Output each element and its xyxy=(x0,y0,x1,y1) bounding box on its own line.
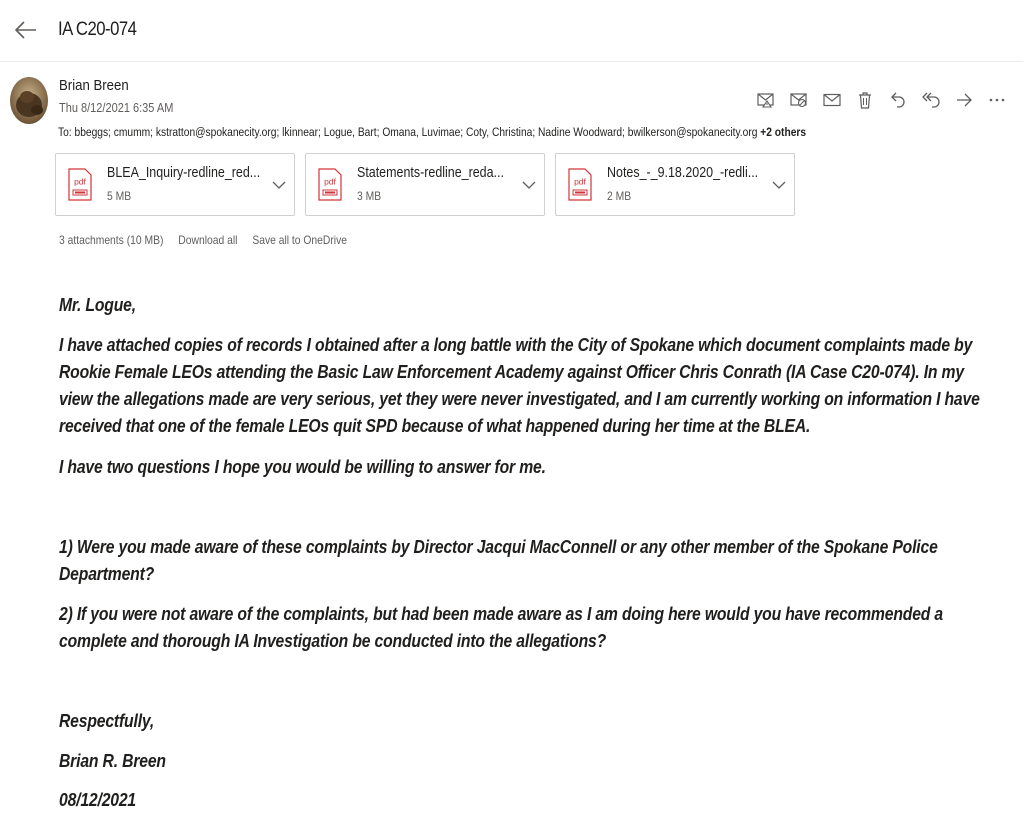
body-signature: Brian R. Breen xyxy=(59,750,166,771)
chevron-down-icon[interactable] xyxy=(770,176,788,194)
body-closing: Respectfully, xyxy=(59,710,155,731)
attachment-card[interactable] xyxy=(55,153,295,216)
attachment-summary-bar xyxy=(59,233,359,247)
forward-icon xyxy=(955,92,973,108)
pdf-file-icon xyxy=(318,168,342,201)
attachment-size: 2 MB xyxy=(607,189,632,203)
mark-unread-icon xyxy=(823,93,841,107)
report-phishing-icon xyxy=(757,92,775,108)
recipients-line xyxy=(58,125,806,139)
svg-text:pdf: pdf xyxy=(74,176,86,187)
report-phishing-button[interactable] xyxy=(754,88,778,112)
body-date: 08/12/2021 xyxy=(59,789,137,810)
chevron-down-icon[interactable] xyxy=(270,176,288,194)
body-paragraph: I have two questions I hope you would be willing to answer for me. xyxy=(59,456,546,477)
reply-all-button[interactable] xyxy=(919,88,943,112)
body-question: 2) If you were not aware of the complaints, but had been made aware as I am doing here would you have recommended a complete and thorough IA Investigation be conducted into the allegations? xyxy=(59,603,943,651)
back-button[interactable] xyxy=(12,16,40,44)
attachment-size: 3 MB xyxy=(357,189,382,203)
svg-text:pdf: pdf xyxy=(324,176,336,187)
report-junk-icon xyxy=(790,92,808,108)
avatar-photo xyxy=(10,77,48,124)
arrow-left-icon xyxy=(14,20,38,40)
body-paragraph: I have attached copies of records I obtained after a long battle with the City of Spokane which document complaints made by Rookie Female LEOs attending the Basic Law Enforcement Academy against Officer Chris Conrath (IA Case C20-074). In my view the allegations made are very serious, yet they were never investigated, and I am currently working on information I have received that one of the female LEOs quit SPD because of what happened during her time at the BLEA. xyxy=(59,334,980,436)
pdf-file-icon xyxy=(568,168,592,201)
svg-text:pdf: pdf xyxy=(574,176,586,187)
to-label: To: xyxy=(58,125,72,139)
attachment-name: Statements-redline_reda... xyxy=(357,165,504,181)
body-question: 1) Were you made aware of these complaints by Director Jacqui MacConnell or any other member of the Spokane Police Department? xyxy=(59,536,938,584)
pdf-file-icon xyxy=(68,168,92,201)
message-toolbar xyxy=(754,88,1009,112)
report-junk-button[interactable] xyxy=(787,88,811,112)
body-greeting: Mr. Logue, xyxy=(59,294,136,315)
message-subject: IA C20-074 xyxy=(58,19,137,40)
attachment-size: 5 MB xyxy=(107,189,132,203)
attachment-card[interactable] xyxy=(305,153,545,216)
more-actions-icon xyxy=(988,97,1006,103)
attachment-card[interactable] xyxy=(555,153,795,216)
delete-icon xyxy=(857,91,873,109)
chevron-down-icon[interactable] xyxy=(520,176,538,194)
reply-all-icon xyxy=(921,91,941,109)
attachment-name: BLEA_Inquiry-redline_red... xyxy=(107,165,261,181)
message-header xyxy=(0,0,1023,62)
attachment-name: Notes_-_9.18.2020_-redli... xyxy=(607,165,759,181)
more-actions-button[interactable] xyxy=(985,88,1009,112)
reply-icon xyxy=(890,91,906,109)
more-recipients[interactable]: +2 others xyxy=(760,125,807,139)
sender-name[interactable]: Brian Breen xyxy=(59,77,129,94)
sent-time: Thu 8/12/2021 6:35 AM xyxy=(59,101,174,115)
attachment-summary: 3 attachments (10 MB) xyxy=(59,233,164,247)
reply-button[interactable] xyxy=(886,88,910,112)
save-onedrive-link[interactable]: Save all to OneDrive xyxy=(252,233,347,247)
sender-avatar[interactable] xyxy=(10,77,48,124)
mark-unread-button[interactable] xyxy=(820,88,844,112)
to-list[interactable]: bbeggs; cmumm; kstratton@spokanecity.org; lkinnear; Logue, Bart; Omana, Luvimae; Coty, Christina; Nadine Woodward; bwilkerson@spokanecity.org xyxy=(74,125,758,139)
forward-button[interactable] xyxy=(952,88,976,112)
download-all-link[interactable]: Download all xyxy=(178,233,238,247)
delete-button[interactable] xyxy=(853,88,877,112)
